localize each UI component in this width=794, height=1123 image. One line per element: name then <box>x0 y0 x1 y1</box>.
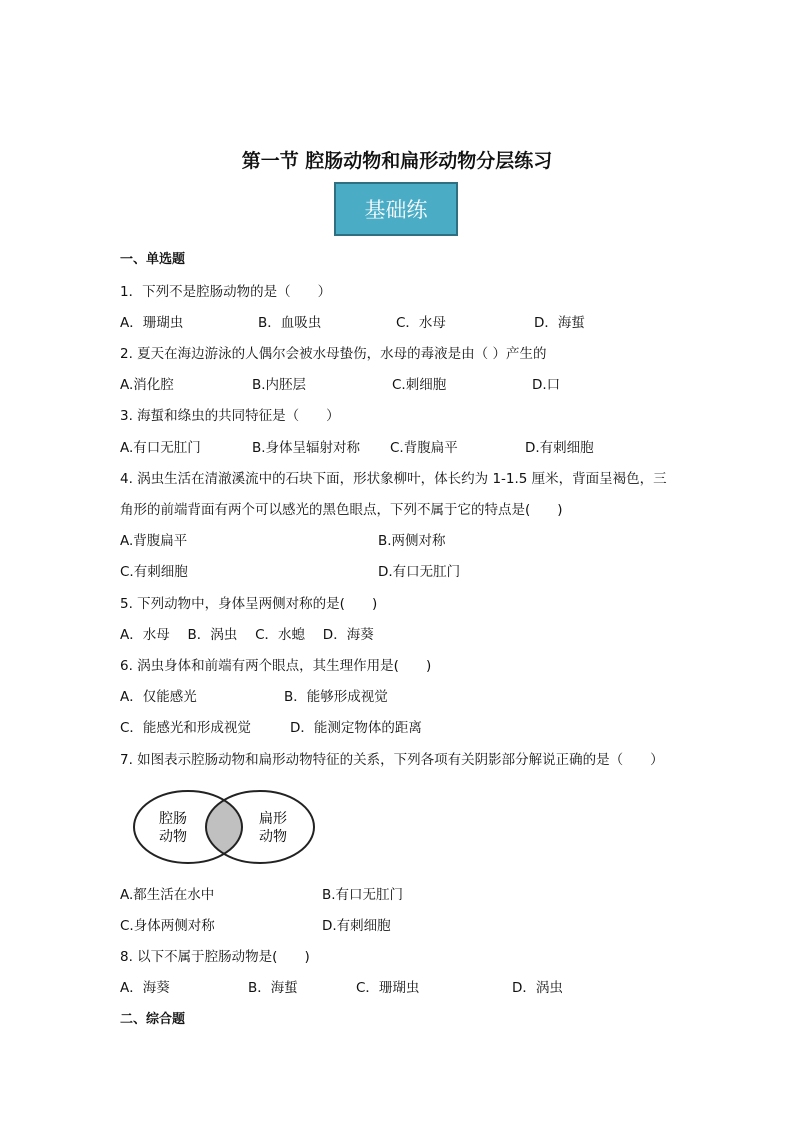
question-4-line-1: 4. 涡虫生活在清澈溪流中的石块下面，形状象柳叶，体长约为 1-1.5 厘米，背面呈褐色，三 <box>120 471 667 487</box>
venn-left-label-2: 动物 <box>159 829 187 845</box>
question-4-line-2: 角形的前端背面有两个可以感光的黑色眼点，下列不属于它的特点是( ) <box>120 502 563 518</box>
q2-option-b: B.内胚层 <box>252 377 307 393</box>
q6-option-d: D．能测定物体的距离 <box>290 720 422 736</box>
q8-option-d: D．涡虫 <box>512 980 563 996</box>
q1-option-c: C．水母 <box>396 315 446 331</box>
q4-option-a: A.背腹扁平 <box>120 533 188 549</box>
venn-right-label-2: 动物 <box>259 829 287 845</box>
q3-option-d: D.有刺细胞 <box>525 440 594 456</box>
level-badge: 基础练 <box>334 182 458 236</box>
q3-option-c: C.背腹扁平 <box>390 440 458 456</box>
section-heading-comprehensive: 二、综合题 <box>120 1012 186 1027</box>
q7-option-c: C.身体两侧对称 <box>120 918 215 934</box>
q8-option-c: C．珊瑚虫 <box>356 980 420 996</box>
q2-option-a: A.消化腔 <box>120 377 174 393</box>
q2-option-c: C.刺细胞 <box>392 377 447 393</box>
q7-option-a: A.都生活在水中 <box>120 887 215 903</box>
q1-option-b: B．血吸虫 <box>258 315 322 331</box>
question-7: 7. 如图表示腔肠动物和扁形动物特征的关系，下列各项有关阴影部分解说正确的是（ ） <box>120 752 664 768</box>
q4-option-d: D.有口无肛门 <box>378 564 461 580</box>
q6-option-b: B．能够形成视觉 <box>284 689 388 705</box>
question-8: 8. 以下不属于腔肠动物是( ) <box>120 949 310 965</box>
question-3: 3. 海蜇和绦虫的共同特征是（ ） <box>120 408 340 424</box>
q1-option-d: D．海蜇 <box>534 315 585 331</box>
section-heading-single-choice: 一、单选题 <box>120 252 186 267</box>
q5-options: A．水母 B．涡虫 C．水螅 D．海葵 <box>120 627 374 643</box>
question-5: 5. 下列动物中，身体呈两侧对称的是( ) <box>120 596 378 612</box>
page-title: 第一节 腔肠动物和扁形动物分层练习 <box>241 150 553 172</box>
venn-right-label-1: 扁形 <box>259 811 287 827</box>
q3-option-a: A.有口无肛门 <box>120 440 201 456</box>
venn-left-label-1: 腔肠 <box>159 811 187 827</box>
question-1: 1．下列不是腔肠动物的是（ ） <box>120 284 332 300</box>
q6-option-c: C．能感光和形成视觉 <box>120 720 251 736</box>
q4-option-c: C.有刺细胞 <box>120 564 188 580</box>
q6-option-a: A．仅能感光 <box>120 689 197 705</box>
q8-option-a: A．海葵 <box>120 980 170 996</box>
question-2: 2. 夏天在海边游泳的人偶尔会被水母蛰伤，水母的毒液是由（ ）产生的 <box>120 346 547 362</box>
q3-option-b: B.身体呈辐射对称 <box>252 440 361 456</box>
q7-option-b: B.有口无肛门 <box>322 887 404 903</box>
venn-diagram <box>130 786 320 868</box>
q1-option-a: A．珊瑚虫 <box>120 315 184 331</box>
q2-option-d: D.口 <box>532 377 561 393</box>
q8-option-b: B．海蜇 <box>248 980 298 996</box>
q7-option-d: D.有刺细胞 <box>322 918 391 934</box>
question-6: 6. 涡虫身体和前端有两个眼点，其生理作用是( ) <box>120 658 432 674</box>
q4-option-b: B.两侧对称 <box>378 533 446 549</box>
